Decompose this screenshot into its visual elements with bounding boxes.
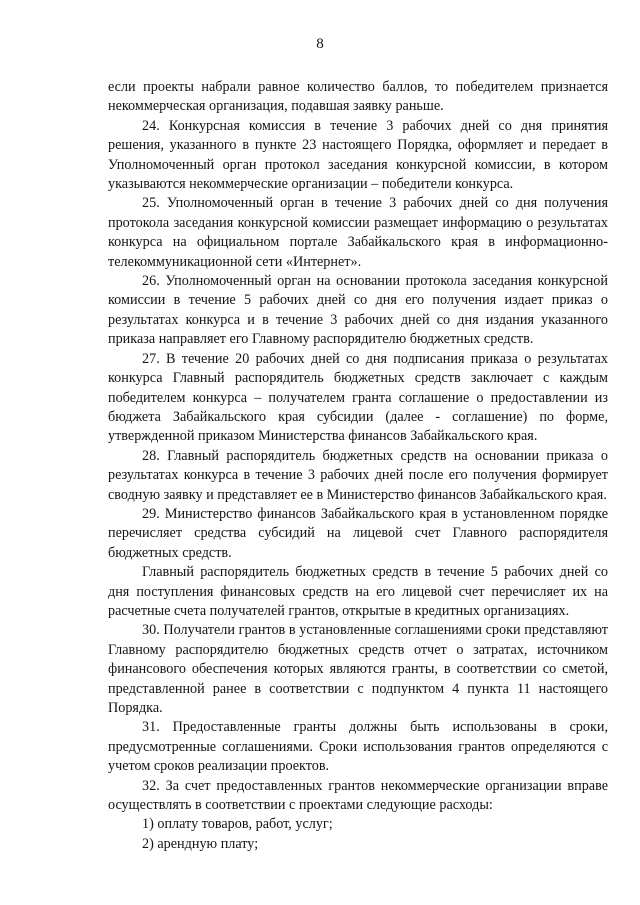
paragraph-29-continued: Главный распорядитель бюджетных средств в течение 5 рабочих дней со дня поступления финансовых средств на его лицевой счет перечисляет их на расчетные счета получателей грантов, открытые в кредитных организациях. bbox=[108, 564, 608, 619]
paragraph-28: 28. Главный распорядитель бюджетных средств на основании приказа о результатах конкурса в течение 3 рабочих дней после его получения формирует сводную заявку и представляет ее в Министерство финансов Забайкальского края. bbox=[108, 447, 608, 503]
list-item-1: 1) оплату товаров, работ, услуг; bbox=[142, 816, 333, 833]
paragraph-25: 25. Уполномоченный орган в течение 3 рабочих дней со дня получения протокола заседания конкурсной комиссии размещает информацию о результатах конкурса на официальном портале Забайкальского края в информационно-телекоммуникационной сети «Интернет». bbox=[108, 195, 608, 270]
document-body bbox=[108, 78, 608, 854]
paragraph-continuation: если проекты набрали равное количество баллов, то победителем признается некоммерческая организация, подавшая заявку раньше. bbox=[108, 79, 608, 115]
paragraph-29: 29. Министерство финансов Забайкальского края в установленном порядке перечисляет средства субсидий на лицевой счет Главного распорядителя бюджетных средств. bbox=[108, 505, 608, 561]
paragraph-31: 31. Предоставленные гранты должны быть использованы в сроки, предусмотренные соглашениями. Сроки использования грантов определяются с учетом сроков реализации проектов. bbox=[108, 719, 608, 775]
paragraph-27: 27. В течение 20 рабочих дней со дня подписания приказа о результатах конкурса Главный распорядитель бюджетных средств заключает с каждым победителем конкурса – получателем гранта соглашение о предоставлении из бюджета Забайкальского края субсидии (далее - соглашение) по форме, утвержденной приказом Министерства финансов Забайкальского края. bbox=[108, 350, 608, 445]
paragraph-30: 30. Получатели грантов в установленные соглашениями сроки представляют Главному распорядителю бюджетных средств отчет о затратах, источником финансового обеспечения которых являются гранты, в соответствии со сметой, представленной ранее в соответствии с подпунктом 4 пункта 11 настоящего Порядка. bbox=[108, 622, 608, 716]
paragraph-24: 24. Конкурсная комиссия в течение 3 рабочих дней со дня принятия решения, указанного в пункте 23 настоящего Порядка, оформляет и передает в Уполномоченный орган протокол заседания конкурсной комиссии, в котором указываются некоммерческие организации – победители конкурса. bbox=[108, 117, 608, 193]
list-item-2: 2) арендную плату; bbox=[142, 835, 259, 852]
paragraph-26: 26. Уполномоченный орган на основании протокола заседания конкурсной комиссии в течение 5 рабочих дней со дня его получения издает приказ о результатах конкурса и в течение 3 рабочих дней со дня издания указанного приказа направляет его Главному распорядителю бюджетных средств. bbox=[108, 273, 608, 348]
page-number: 8 bbox=[316, 36, 324, 52]
paragraph-32: 32. За счет предоставленных грантов некоммерческие организации вправе осуществлять в соответствии с проектами следующие расходы: bbox=[108, 777, 608, 814]
